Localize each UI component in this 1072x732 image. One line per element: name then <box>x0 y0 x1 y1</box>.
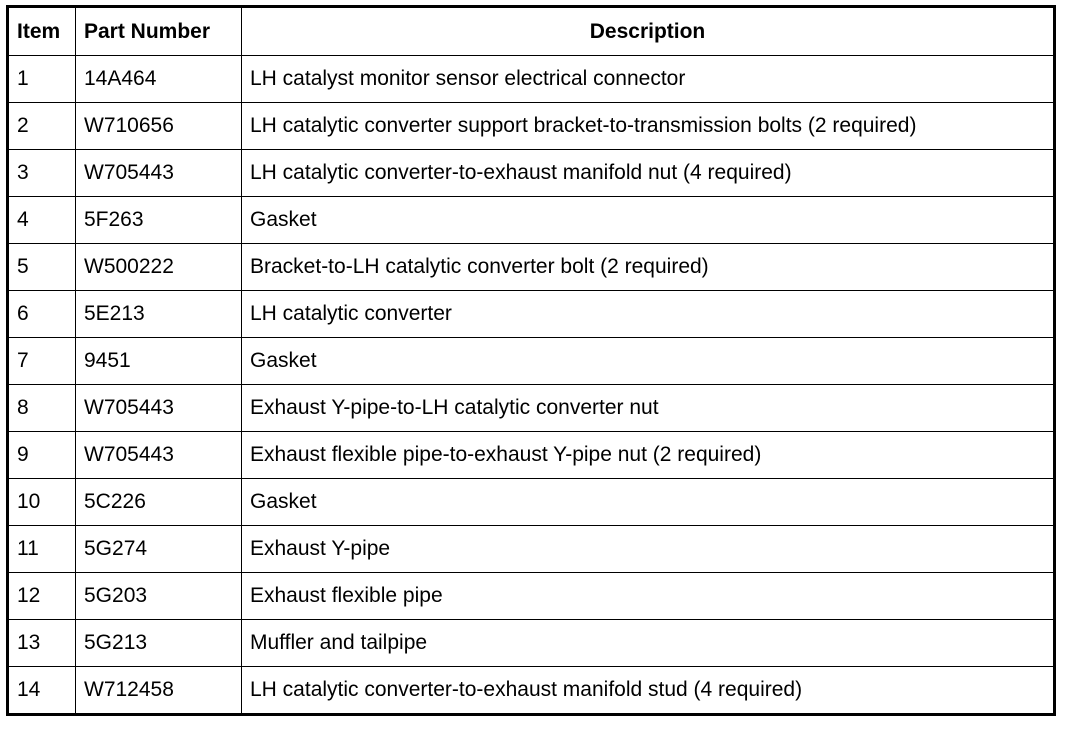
cell-description: Exhaust Y-pipe-to-LH catalytic converter nut <box>242 385 1055 432</box>
cell-description: Exhaust Y-pipe <box>242 526 1055 573</box>
cell-item: 8 <box>8 385 76 432</box>
cell-part-number: 5G213 <box>76 620 242 667</box>
cell-part-number: 5C226 <box>76 479 242 526</box>
table-row <box>8 385 1055 432</box>
table-header <box>8 7 1055 56</box>
table-row <box>8 103 1055 150</box>
cell-description: LH catalyst monitor sensor electrical connector <box>242 56 1055 103</box>
table-body <box>8 56 1055 715</box>
cell-part-number: 5G274 <box>76 526 242 573</box>
header-row <box>8 7 1055 56</box>
cell-item: 3 <box>8 150 76 197</box>
cell-item: 14 <box>8 667 76 715</box>
header-description: Description <box>242 7 1055 56</box>
table-row <box>8 150 1055 197</box>
cell-description: LH catalytic converter-to-exhaust manifold nut (4 required) <box>242 150 1055 197</box>
cell-item: 4 <box>8 197 76 244</box>
cell-description: Gasket <box>242 197 1055 244</box>
cell-description: Exhaust flexible pipe-to-exhaust Y-pipe nut (2 required) <box>242 432 1055 479</box>
cell-description: Exhaust flexible pipe <box>242 573 1055 620</box>
parts-table <box>6 5 1056 716</box>
cell-description: Gasket <box>242 338 1055 385</box>
table-row <box>8 667 1055 715</box>
cell-part-number: 14A464 <box>76 56 242 103</box>
cell-item: 1 <box>8 56 76 103</box>
cell-description: LH catalytic converter-to-exhaust manifold stud (4 required) <box>242 667 1055 715</box>
cell-item: 9 <box>8 432 76 479</box>
cell-part-number: W705443 <box>76 432 242 479</box>
cell-part-number: 5G203 <box>76 573 242 620</box>
cell-description: Gasket <box>242 479 1055 526</box>
cell-description: LH catalytic converter support bracket-to-transmission bolts (2 required) <box>242 103 1055 150</box>
cell-item: 10 <box>8 479 76 526</box>
cell-description: Bracket-to-LH catalytic converter bolt (2 required) <box>242 244 1055 291</box>
cell-description: Muffler and tailpipe <box>242 620 1055 667</box>
cell-part-number: 9451 <box>76 338 242 385</box>
table-row <box>8 620 1055 667</box>
table-row <box>8 291 1055 338</box>
table-row <box>8 479 1055 526</box>
cell-item: 11 <box>8 526 76 573</box>
table-row <box>8 56 1055 103</box>
cell-item: 2 <box>8 103 76 150</box>
table-row <box>8 526 1055 573</box>
header-part-number: Part Number <box>76 7 242 56</box>
cell-part-number: W705443 <box>76 150 242 197</box>
cell-item: 7 <box>8 338 76 385</box>
cell-description: LH catalytic converter <box>242 291 1055 338</box>
cell-part-number: W500222 <box>76 244 242 291</box>
cell-item: 12 <box>8 573 76 620</box>
table-row <box>8 432 1055 479</box>
header-item: Item <box>8 7 76 56</box>
cell-part-number: 5E213 <box>76 291 242 338</box>
table-row <box>8 244 1055 291</box>
cell-item: 5 <box>8 244 76 291</box>
table-row <box>8 338 1055 385</box>
cell-item: 13 <box>8 620 76 667</box>
table-row <box>8 573 1055 620</box>
cell-item: 6 <box>8 291 76 338</box>
cell-part-number: W710656 <box>76 103 242 150</box>
cell-part-number: 5F263 <box>76 197 242 244</box>
cell-part-number: W712458 <box>76 667 242 715</box>
cell-part-number: W705443 <box>76 385 242 432</box>
table-row <box>8 197 1055 244</box>
